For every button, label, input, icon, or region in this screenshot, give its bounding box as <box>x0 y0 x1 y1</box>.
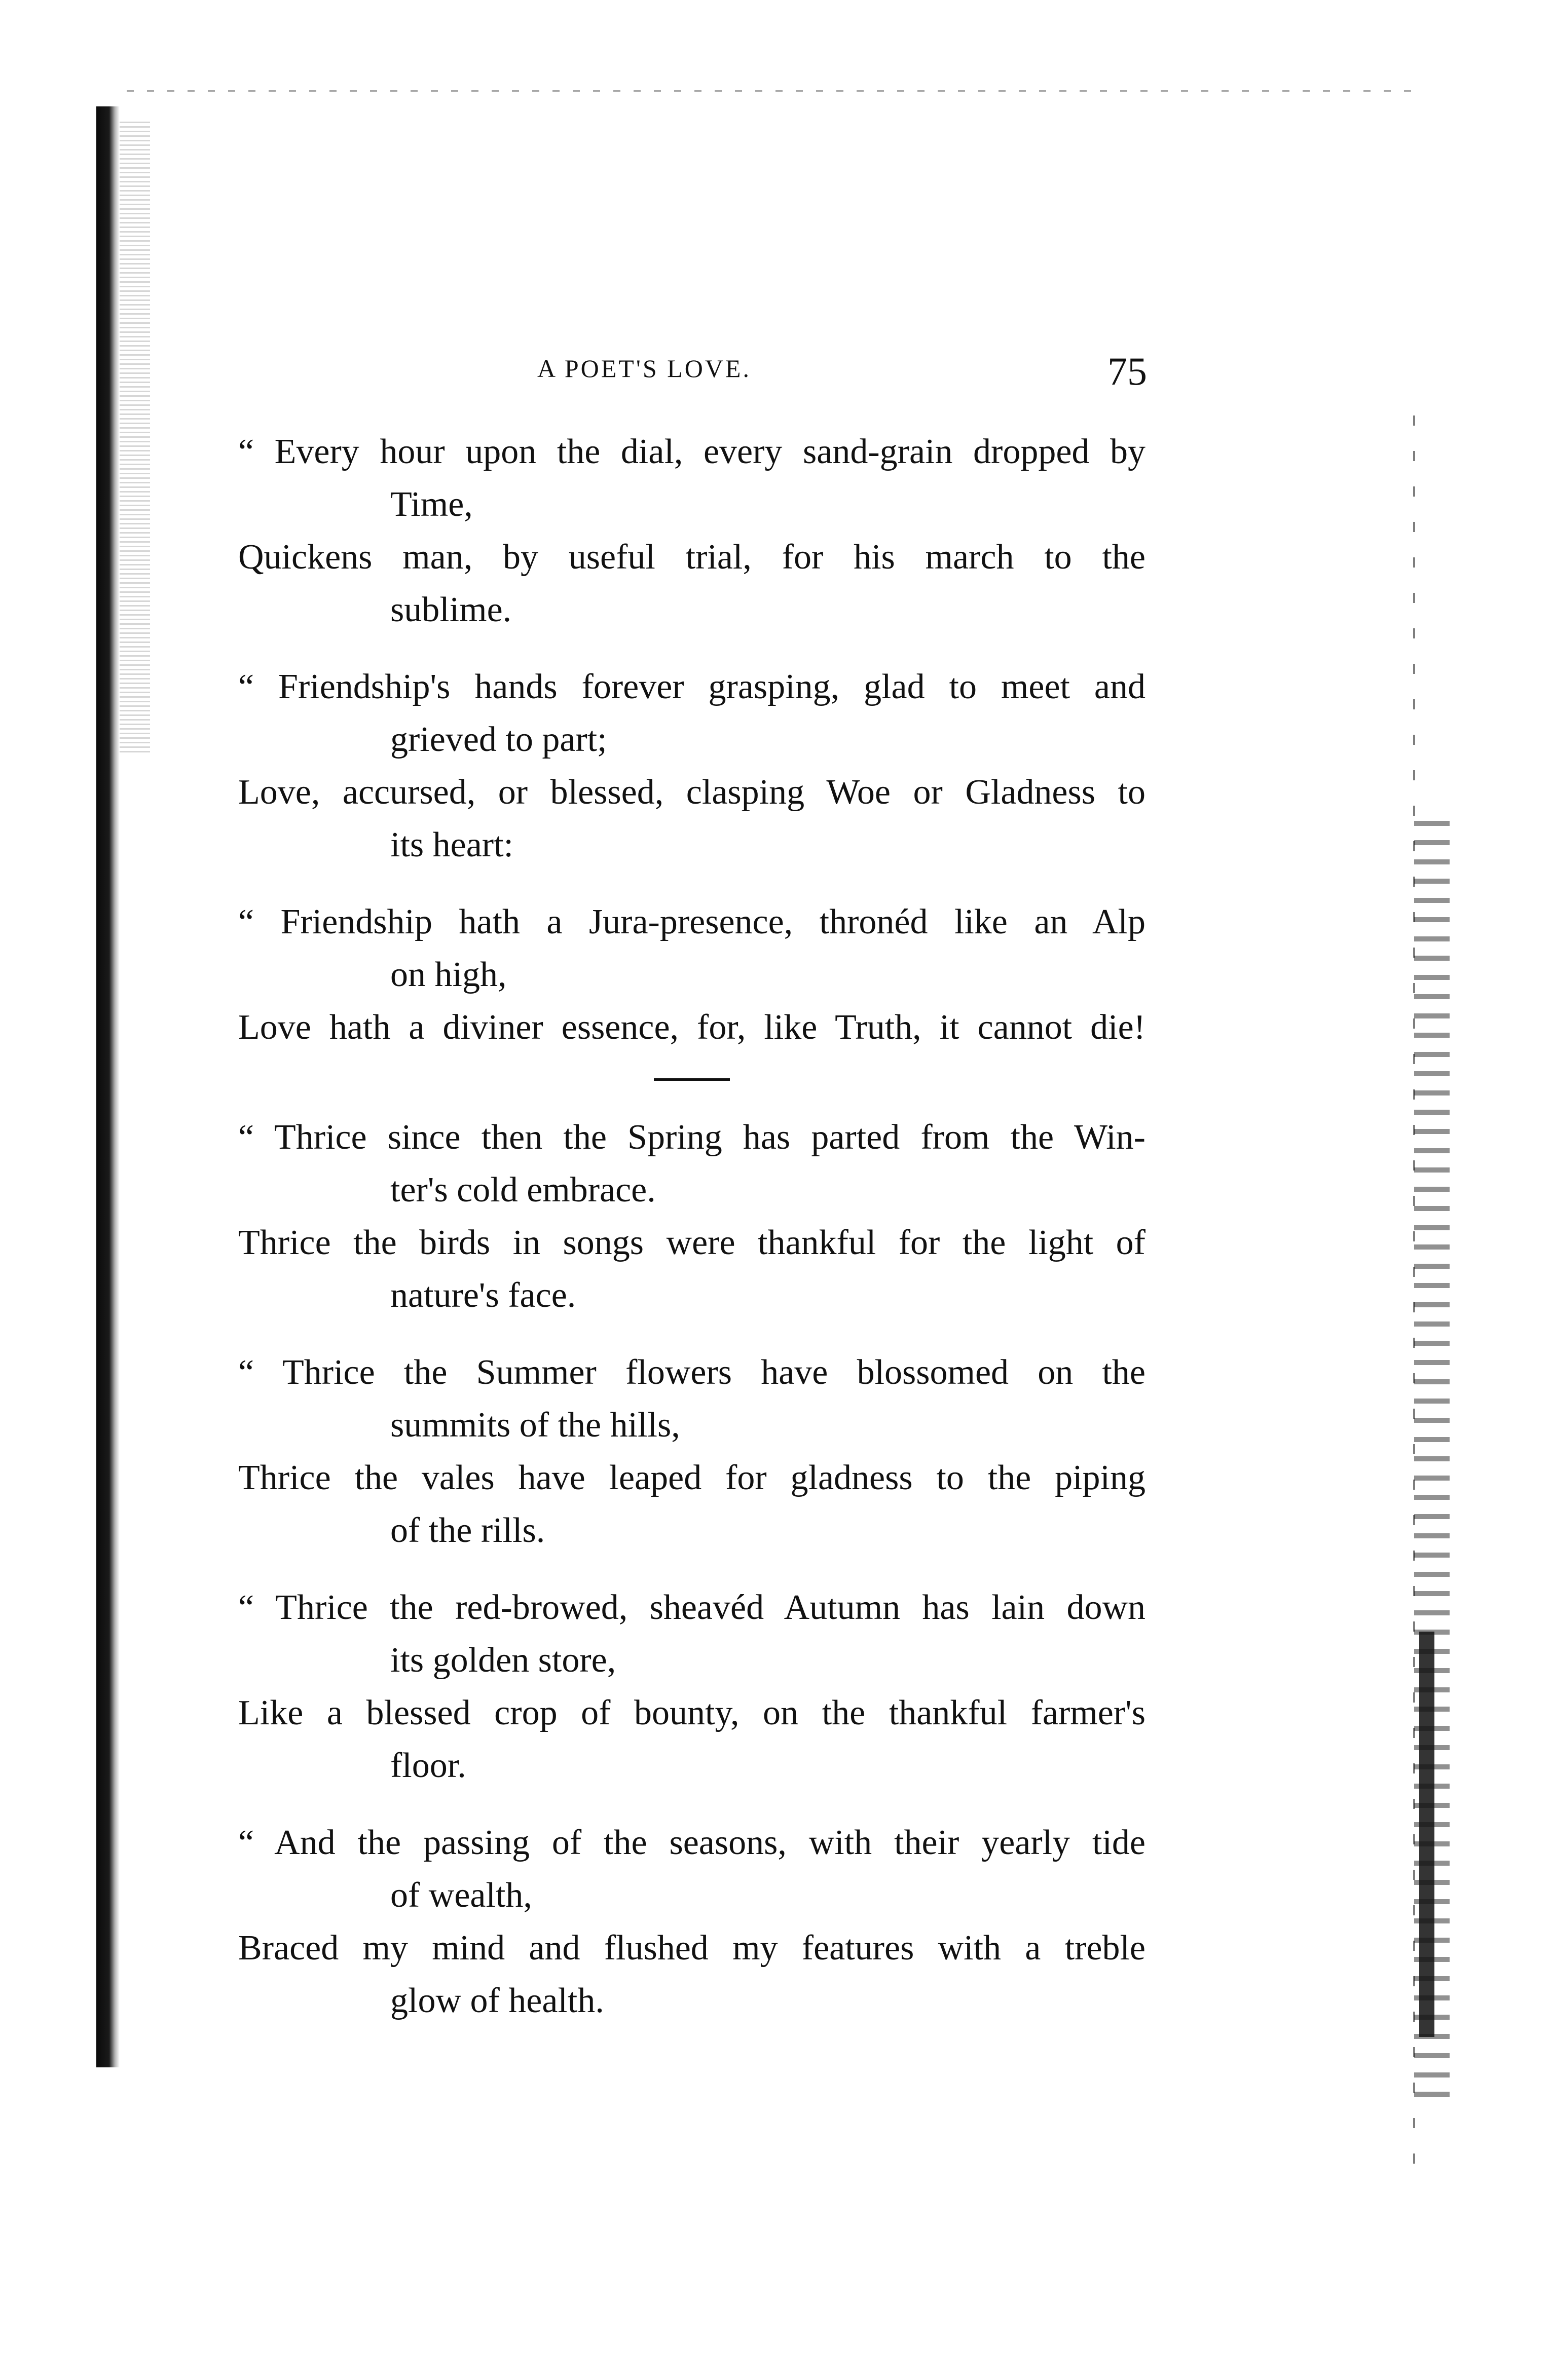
verse-line-continuation: floor. <box>390 1746 466 1785</box>
page-number: 75 <box>1107 349 1147 393</box>
verse-line-continuation: Time, <box>390 485 473 524</box>
scan-edge-shadow-left <box>96 106 120 2067</box>
verse-line: Like a blessed crop of bounty, on the thankful farmer's <box>238 1693 1145 1732</box>
verse-line-continuation: its heart: <box>390 825 513 864</box>
verse-line: Quickens man, by useful trial, for his march to the <box>238 538 1145 577</box>
verse-line-continuation: summits of the hills, <box>390 1406 680 1445</box>
scan-edge-bar-right <box>1419 1632 1434 2037</box>
verse-line: “ Thrice since then the Spring has parted from the Win- <box>238 1118 1145 1157</box>
verse-line: Love, accursed, or blessed, clasping Woe or Gladness to <box>238 773 1145 812</box>
verse-line-continuation: sublime. <box>390 590 512 629</box>
verse-line-continuation: nature's face. <box>390 1276 576 1315</box>
stanza <box>238 896 1145 1054</box>
stanza-group-before-divider <box>238 426 1145 1054</box>
verse-line: “ Friendship hath a Jura-presence, thronéd like an Alp <box>238 902 1145 941</box>
verse-line: Braced my mind and flushed my features with a treble <box>238 1929 1145 1968</box>
verse-line-continuation: on high, <box>390 955 507 994</box>
scan-edge-top <box>127 90 1424 92</box>
poem-body <box>238 426 1145 2052</box>
verse-line: Thrice the birds in songs were thankful for the light of <box>238 1223 1145 1262</box>
stanza <box>238 661 1145 872</box>
verse-line-continuation: of the rills. <box>390 1511 545 1550</box>
stanza <box>238 1111 1145 1322</box>
stanza <box>238 1817 1145 2027</box>
stanza <box>238 1346 1145 1557</box>
verse-line-continuation: glow of health. <box>390 1981 604 2020</box>
section-divider <box>654 1078 730 1081</box>
verse-line-continuation: of wealth, <box>390 1876 532 1915</box>
verse-line: “ Thrice the Summer flowers have blossomed on the <box>238 1353 1145 1392</box>
stanza <box>238 426 1145 636</box>
verse-line-continuation: grieved to part; <box>390 720 607 759</box>
verse-line-continuation: ter's cold embrace. <box>390 1170 656 1210</box>
verse-line: “ Thrice the red-browed, sheavéd Autumn has lain down <box>238 1588 1145 1627</box>
verse-line: Thrice the vales have leaped for gladness to the piping <box>238 1458 1145 1497</box>
verse-line: “ Friendship's hands forever grasping, glad to meet and <box>238 667 1145 706</box>
stanza-group-after-divider <box>238 1111 1145 2027</box>
verse-line-continuation: its golden store, <box>390 1641 616 1680</box>
running-head: A POET'S LOVE. <box>537 354 751 383</box>
verse-line: Love hath a diviner essence, for, like Truth, it cannot die! <box>238 1008 1145 1047</box>
stanza <box>238 1581 1145 1792</box>
verse-line: “ Every hour upon the dial, every sand-grain dropped by <box>238 432 1145 471</box>
scan-edge-noise-left <box>120 122 150 755</box>
verse-line: “ And the passing of the seasons, with their yearly tide <box>238 1823 1145 1862</box>
page-header <box>0 349 1552 394</box>
